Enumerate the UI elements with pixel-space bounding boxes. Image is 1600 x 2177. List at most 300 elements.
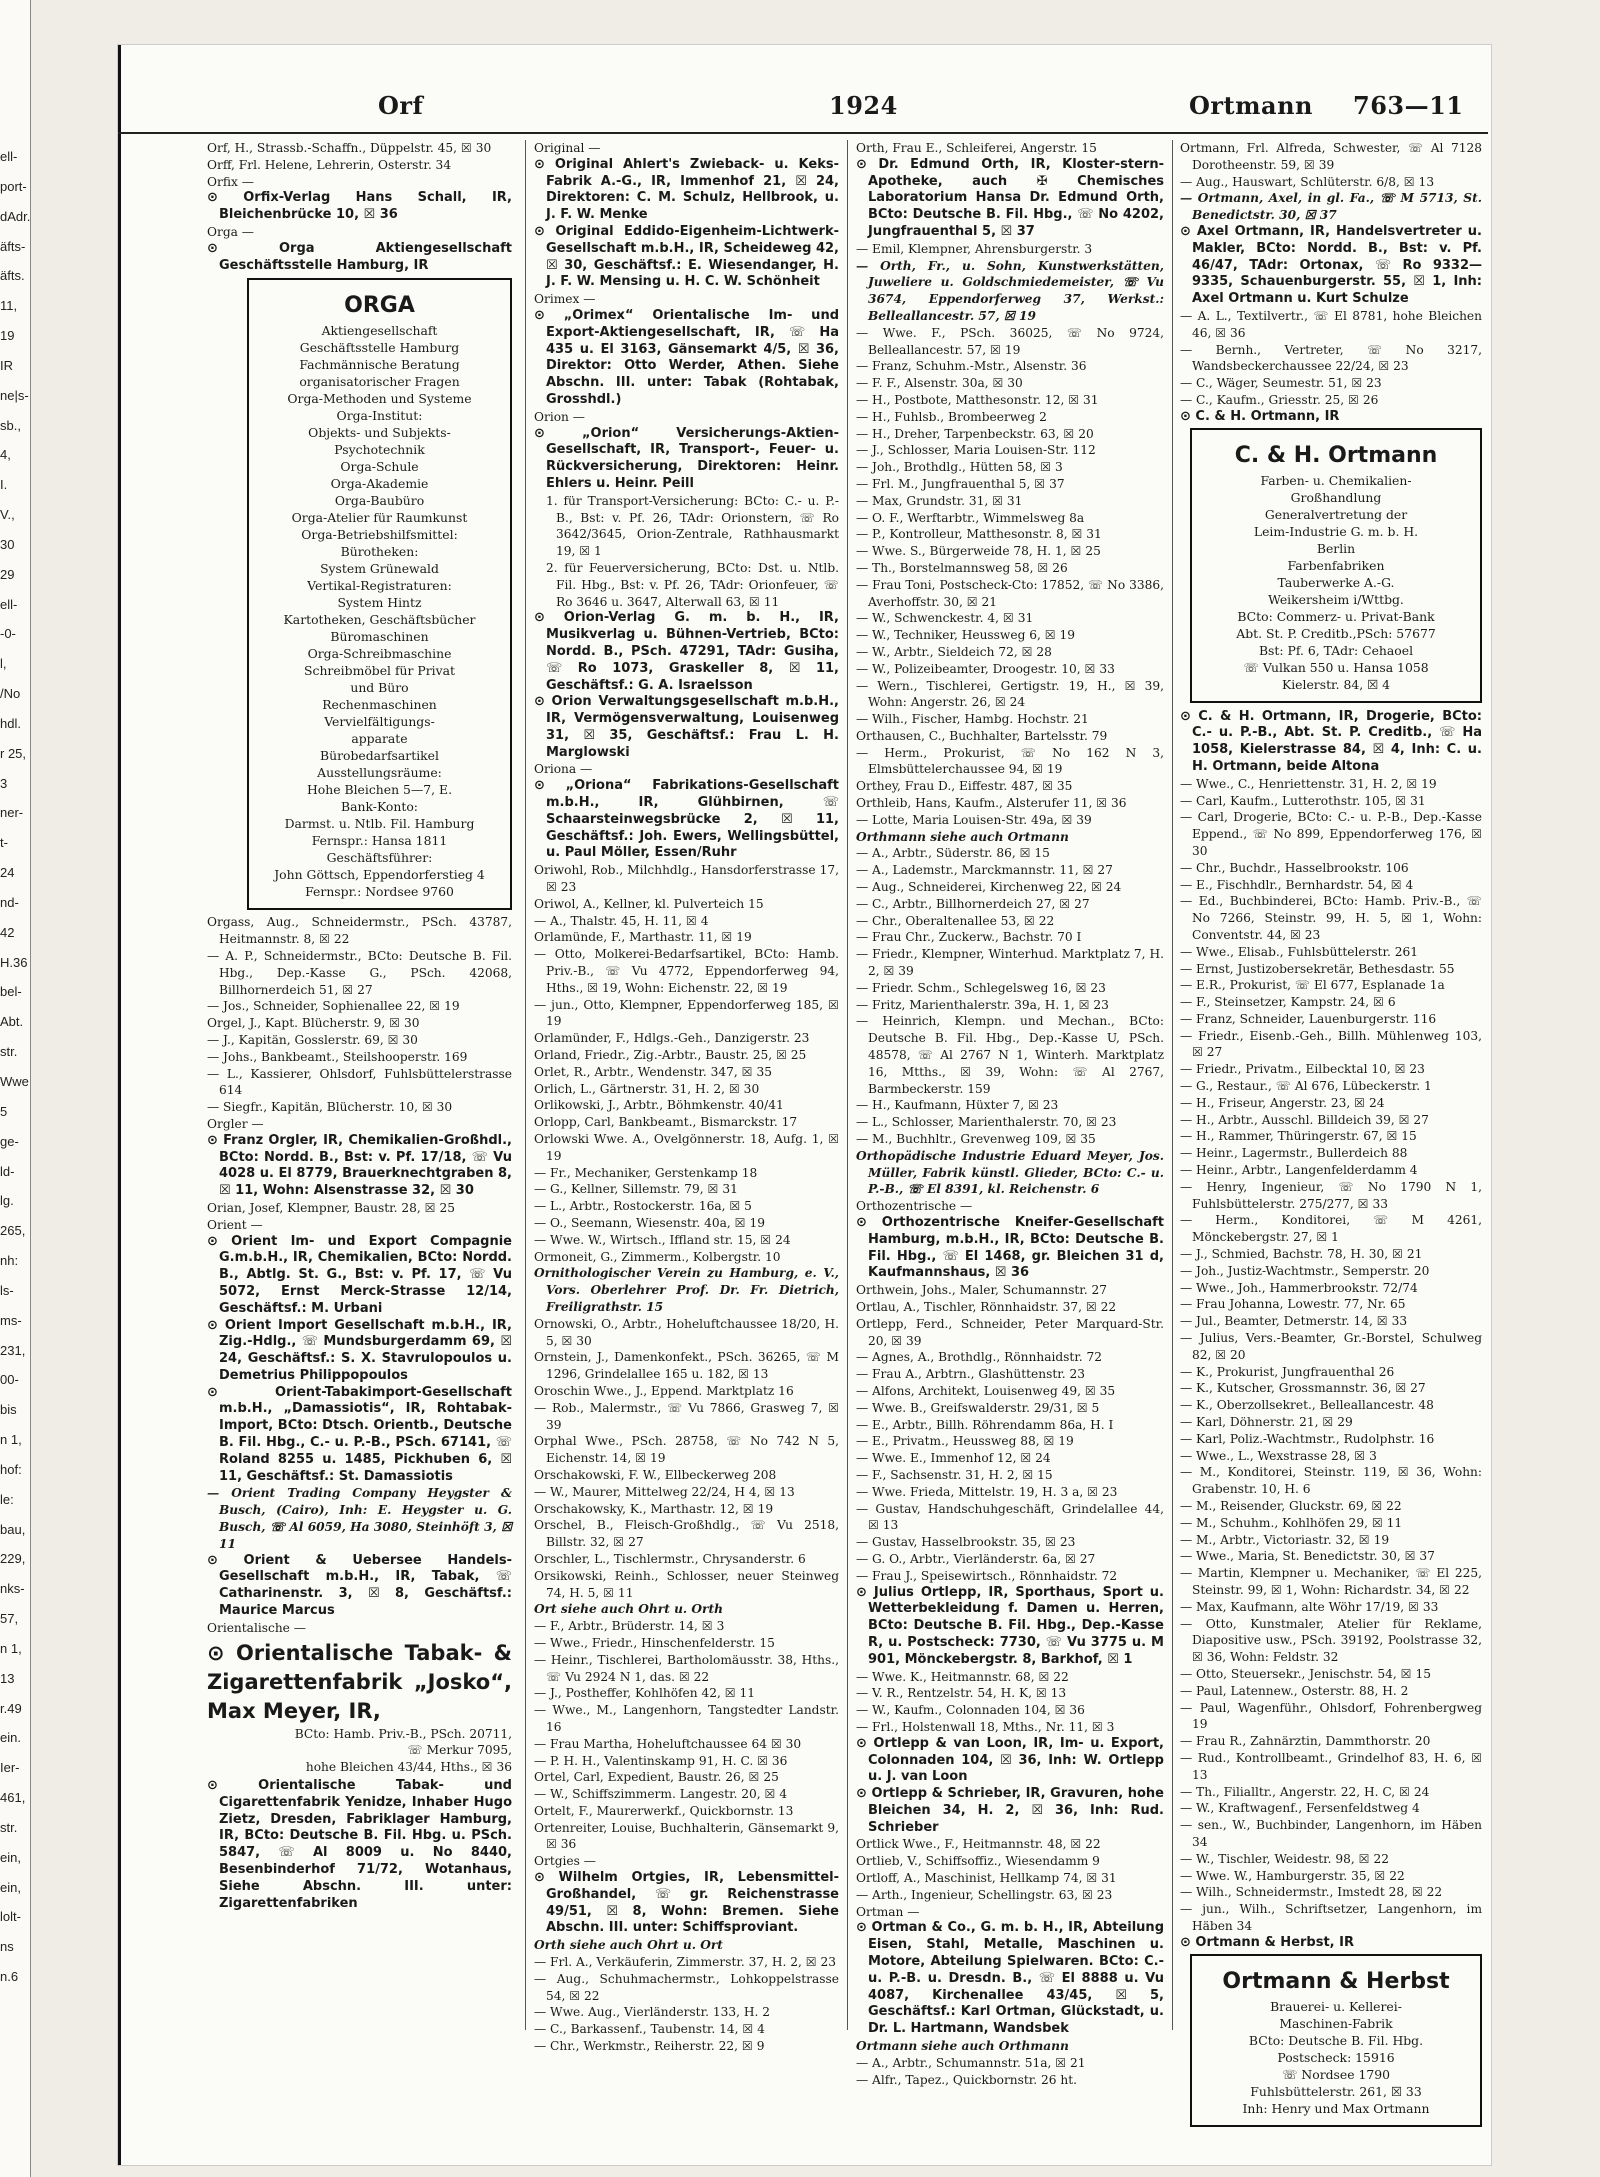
directory-entry: Ortlau, A., Tischler, Rönnhaidstr. 37, ☒ 22: [856, 1299, 1117, 1314]
directory-entry: Orion —: [534, 409, 585, 424]
directory-entry: ⊙ Axel Ortmann, IR, Handelsvertreter u. Makler, BCto: Nordd. B., Bst: v. Pf. 46/47, TAdr: Ortonax, ☏ Ro 9332—9335, Schauenburgerstr. 55, ☒ 1, Inh: Axel Ortmann u. Kurt Schulze: [1180, 223, 1482, 307]
adjacent-text-fragment: ner-: [0, 805, 24, 821]
directory-entry: Orthwein, Johs., Maler, Schumannstr. 27: [856, 1283, 1108, 1298]
ad-line: apparate: [351, 731, 408, 747]
ad-line: Fernspr.: Nordsee 9760: [305, 884, 454, 900]
directory-entry: Oriwol, A., Kellner, kl. Pulverteich 15: [534, 896, 764, 911]
directory-entry: — Chr., Buchdr., Hasselbrookstr. 106: [1180, 860, 1409, 875]
directory-entry: Oriona —: [534, 762, 593, 777]
directory-entry: — W., Schwenckestr. 4, ☒ 31: [856, 611, 1034, 626]
adjacent-text-fragment: port-: [0, 178, 27, 194]
ad-line: Fernspr.: Hansa 1811: [311, 833, 448, 849]
adjacent-text-fragment: 29: [0, 566, 15, 582]
header-right-keyword: Ortmann: [1189, 91, 1313, 120]
directory-entry: — Agnes, A., Brothdlg., Rönnhaidstr. 72: [856, 1350, 1103, 1365]
directory-entry: — Herm., Prokurist, ☏ No 162 N 3, Elmsbüttelerchaussee 94, ☒ 19: [856, 745, 1164, 777]
directory-entry: — Emil, Klempner, Ahrensburgerstr. 3: [856, 241, 1093, 256]
directory-entry: Ortmann, Frl. Alfreda, Schwester, ☏ Al 7128 Dorotheenstr. 59, ☒ 39: [1180, 141, 1482, 172]
adjacent-text-fragment: 19: [0, 328, 15, 344]
ad-line: Bst: Pf. 6, TAdr: Cehaoel: [1258, 642, 1414, 658]
ad-line: Aktiengesellschaft: [321, 323, 438, 339]
directory-entry: ⊙ Franz Orgler, IR, Chemikalien-Großhdl., BCto: Nordd. B., Bst: v. Pf. 17/18, ☏ Vu 4028 u. El 8779, Brauerknechtgraben 8, ☒ 11, Wohn: Alsenstrasse 32, ☒ 30: [207, 1132, 512, 1199]
directory-entry: — Wwe. W., Wirtsch., Iffland str. 15, ☒ 24: [534, 1232, 791, 1247]
ad-line: Generalvertretung der: [1264, 506, 1408, 522]
adjacent-text-fragment: nd-: [0, 894, 19, 910]
directory-entry: — Friedr., Eisenb.-Geh., Billh. Mühlenweg 103, ☒ 27: [1180, 1028, 1482, 1060]
directory-entry: Orfix —: [207, 174, 254, 189]
adjacent-text-fragment: 57,: [0, 1611, 19, 1627]
adjacent-text-fragment: -0-: [0, 626, 16, 642]
directory-entry: — F., Steinsetzer, Kampstr. 24, ☒ 6: [1180, 995, 1396, 1010]
directory-entry: — Max, Kaufmann, alte Wöhr 17/19, ☒ 33: [1180, 1599, 1439, 1614]
ad-line: Psychotechnik: [334, 442, 425, 458]
adjacent-text-fragment: str.: [0, 1044, 18, 1060]
ad-line: Objekts- und Subjekts-: [308, 425, 451, 441]
directory-entry: — Frau Toni, Postscheck-Cto: 17852, ☏ No 3386, Averhoffstr. 30, ☒ 21: [856, 577, 1164, 609]
adjacent-text-fragment: ns: [0, 1939, 14, 1955]
directory-entry: — Th., Borstelmannsweg 58, ☒ 26: [856, 560, 1068, 575]
directory-entry: — Henry, Ingenieur, ☏ No 1790 N 1, Fuhlsbüttelerstr. 275/277, ☒ 33: [1180, 1179, 1482, 1211]
ad-line: Orga-Schreibmaschine: [307, 646, 452, 662]
directory-entry: Orientalische —: [207, 1620, 306, 1635]
ad-line: Farbenfabriken: [1287, 557, 1385, 573]
directory-entry: — Frau R., Zahnärztin, Dammthorstr. 20: [1180, 1734, 1431, 1749]
header-year: 1924: [829, 91, 898, 120]
ad-line: organisatorischer Fragen: [299, 374, 460, 390]
directory-entry: — G., Restaur., ☏ Al 676, Lübeckerstr. 1: [1180, 1079, 1432, 1094]
directory-entry: — C., Barkassenf., Taubenstr. 14, ☒ 4: [534, 2022, 765, 2037]
directory-entry: — Orient Trading Company Heygster & Busch, (Cairo), Inh: E. Heygster u. G. Busch, ☏ Al 6059, Ha 3080, Steinhöft 3, ☒ 11: [207, 1486, 512, 1551]
directory-entry: — Frl., Holstenwall 18, Mths., Nr. 11, ☒ 3: [856, 1719, 1115, 1734]
directory-entry: — Wwe., Friedr., Hinschenfelderstr. 15: [534, 1635, 775, 1650]
ad-line: Orga-Baubüro: [334, 493, 425, 509]
directory-entry: — V. R., Rentzelstr. 54, H. K, ☒ 13: [856, 1686, 1067, 1701]
directory-entry: Ortenreiter, Louise, Buchhalterin, Gänsemarkt 9, ☒ 36: [534, 1820, 839, 1852]
directory-entry: Ortgies —: [534, 1854, 596, 1869]
directory-entry: — A., Lademstr., Marckmannstr. 11, ☒ 27: [856, 863, 1113, 878]
directory-entry: — sen., W., Buchbinder, Langenhorn, im Häben 34: [1180, 1818, 1482, 1849]
ad-line: Orga-Akademie: [330, 476, 429, 492]
column-3: [856, 140, 1164, 2088]
ad-line: BCto: Deutsche B. Fil. Hbg.: [1248, 2032, 1424, 2048]
directory-entry: — jun., Wilh., Schriftsetzer, Langenhorn, im Häben 34: [1180, 1902, 1482, 1933]
adjacent-text-fragment: dAdr.: [0, 208, 31, 224]
ch-ortmann-advertisement: [1190, 428, 1482, 703]
adjacent-text-fragment: V.,: [0, 507, 15, 523]
directory-entry: ⊙ Ortlepp & van Loon, IR, Im- u. Export, Colonnaden 104, ☒ 36, Inh: W. Ortlepp u. J. van Loon: [856, 1735, 1164, 1785]
entries-col3: [856, 140, 1164, 2088]
ad-line: Großhandlung: [1290, 489, 1382, 505]
ad-line: hohe Bleichen 43/44, Hths., ☒ 36: [305, 1760, 512, 1775]
directory-entry: — Arth., Ingenieur, Schellingstr. 63, ☒ 23: [856, 1887, 1113, 1902]
ad-line: Fachmännische Beratung: [299, 357, 460, 373]
adjacent-text-fragment: bau,: [0, 1521, 26, 1537]
directory-entry: — F., Arbtr., Brüderstr. 14, ☒ 3: [534, 1619, 725, 1634]
adjacent-text-fragment: 5: [0, 1103, 8, 1119]
directory-entry: Orgler —: [207, 1116, 264, 1131]
directory-entry: Ortman —: [856, 1904, 920, 1919]
directory-entry: — Wwe. F., PSch. 36025, ☏ No 9724, Belleallancestr. 57, ☒ 19: [856, 325, 1164, 357]
directory-entry: Orf, H., Strassb.-Schaffn., Düppelstr. 45, ☒ 30: [207, 141, 492, 155]
directory-entry: Ortloff, A., Maschinist, Hellkamp 74, ☒ 31: [856, 1871, 1117, 1886]
adjacent-text-fragment: äfts-: [0, 238, 26, 254]
column-divider: [847, 140, 848, 2030]
ad-line: Farben- u. Chemikalien-: [1260, 472, 1412, 488]
adjacent-page-text: [0, 0, 31, 2177]
directory-entry: ⊙ Orient Import Gesellschaft m.b.H., IR, Zig.-Hdlg., ☏ Mundsburgerdamm 69, ☒ 24, Geschäftsf.: S. X. Stavrulopoulos u. Demetrius Philippopoulos: [207, 1317, 512, 1383]
directory-entry: ⊙ „Orion“ Versicherungs-Aktien-Gesellschaft, IR, Transport-, Feuer- u. Rückversicherung, Direktoren: Heinr. Ehlers u. Heinr. Peill: [534, 425, 839, 491]
directory-entry: Orthmann siehe auch Ortmann: [856, 829, 1069, 844]
directory-entry: — Bernh., Vertreter, ☏ No 3217, Wandsbeckerchaussee 22/24, ☒ 23: [1180, 342, 1482, 374]
directory-entry: — Rud., Kontrollbeamt., Grindelhof 83, H. 6, ☒ 13: [1180, 1750, 1482, 1782]
directory-entry: Ornithologischer Verein zu Hamburg, e. V., Vors. Oberlehrer Prof. Dr. Fr. Dietrich, Freiligrathstr. 15: [534, 1266, 839, 1314]
directory-entry: Orschakowsky, K., Marthastr. 12, ☒ 19: [534, 1501, 774, 1516]
directory-entry: — G. O., Arbtr., Vierländerstr. 6a, ☒ 27: [856, 1551, 1096, 1566]
entries-col4-middle: [1180, 709, 1482, 1952]
directory-entry: — Wwe., C., Henriettenstr. 31, H. 2, ☒ 19: [1180, 776, 1437, 791]
directory-entry: — M., Arbtr., Victoriastr. 32, ☒ 19: [1180, 1532, 1390, 1547]
directory-entry: — Alfr., Tapez., Quickbornstr. 26 ht.: [856, 2072, 1078, 2087]
directory-entry: — Fritz, Marienthalerstr. 39a, H. 1, ☒ 23: [856, 997, 1109, 1012]
directory-entry: — H., Kaufmann, Hüxter 7, ☒ 23: [856, 1098, 1059, 1113]
directory-entry: Orsikowski, Reinh., Schlosser, neuer Steinweg 74, H. 5, ☒ 11: [534, 1568, 839, 1600]
directory-entry: — F., Sachsenstr. 31, H. 2, ☒ 15: [856, 1467, 1053, 1482]
directory-entry: ⊙ Orion Verwaltungsgesellschaft m.b.H., IR, Vermögensverwaltung, Louisenweg 31, ☒ 35, Geschäftsf.: Frau L. H. Marglowski: [534, 694, 839, 760]
ad-line: Orga-Atelier für Raumkunst: [291, 510, 468, 526]
directory-entry: ⊙ Wilhelm Ortgies, IR, Lebensmittel-Großhandel, ☏ gr. Reichenstrasse 49/51, ☒ 8, Wohn: Bremen. Siehe Abschn. III. unter: Schiffsproviant.: [534, 1870, 839, 1936]
directory-entry: Orlamünde, F., Marthastr. 11, ☒ 19: [534, 930, 752, 945]
adjacent-text-fragment: Abt.: [0, 1014, 24, 1030]
directory-entry: Ortmann siehe auch Orthmann: [856, 2039, 1069, 2054]
directory-entry: — Ernst, Justizobersekretär, Bethesdastr. 55: [1180, 961, 1455, 976]
directory-entry: — Chr., Werkmstr., Reiherstr. 22, ☒ 9: [534, 2039, 765, 2054]
directory-entry: ⊙ Orient-Tabakimport-Gesellschaft m.b.H., „Damassiotis“, IR, Rohtabak-Import, BCto: Dtsch. Orientb., Deutsche B. Fil. Hbg., C.- u. P.-B., PSch. 67141, ☏ Roland 8255 u. 1485, Pickhuben 6, ☒ 11, Geschäftsf.: St. Damassiotis: [207, 1384, 512, 1484]
entries-col1-bottom: [207, 1778, 512, 1912]
directory-entry: — Friedr., Klempner, Winterhud. Marktplatz 7, H. 2, ☒ 39: [856, 947, 1164, 979]
directory-entry: Orlowski Wwe. A., Ovelgönnerstr. 18, Aufg. 1, ☒ 19: [534, 1132, 839, 1163]
directory-entry: Ortlieb, V., Schiffsoffiz., Wiesendamm 9: [856, 1854, 1100, 1869]
ad-line: Bank-Konto:: [341, 799, 418, 815]
directory-entry: ⊙ „Orimex“ Orientalische Im- und Export-Aktiengesellschaft, IR, ☏ Ha 435 u. El 3163, Gänsemarkt 4/5, ☒ 36, Direktor: Otto Werder, Athen. Siehe Abschn. III. unter: Tabak (Rohtabak, Grosshdl.): [534, 307, 839, 407]
orga-ad-lines: [255, 322, 504, 900]
ortmann-herbst-logo: Ortmann & Herbst: [1222, 1968, 1450, 1994]
directory-entry: — H., Postbote, Matthesonstr. 12, ☒ 31: [856, 392, 1099, 407]
ch-ortmann-logo: C. & H. Ortmann: [1234, 442, 1438, 468]
adjacent-text-fragment: 231,: [0, 1342, 26, 1358]
adjacent-text-fragment: 4,: [0, 447, 11, 463]
directory-entry: — Gustav, Handschuhgeschäft, Grindelallee 44, ☒ 13: [856, 1501, 1164, 1533]
directory-entry: — Aug., Hauswart, Schlüterstr. 6/8, ☒ 13: [1180, 174, 1435, 189]
adjacent-text-fragment: n 1,: [0, 1640, 22, 1656]
ad-line: ☏ Nordsee 1790: [1281, 2066, 1391, 2082]
directory-entry: ⊙ Original Ahlert's Zwieback- u. Keks-Fabrik A.-G., IR, Immenhof 21, ☒ 24, Direktoren: C. M. Schulz, Hellbrook, u. J. F. W. Menke: [534, 156, 839, 223]
directory-entry: — M., Schuhm., Kohlhöfen 29, ☒ 11: [1180, 1515, 1403, 1530]
adjacent-text-fragment: 11,: [0, 298, 18, 314]
ad-line: Vervielfältigungs-: [324, 714, 435, 730]
directory-entry: Original —: [534, 141, 601, 155]
directory-entry: Orgel, J., Kapt. Blücherstr. 9, ☒ 30: [207, 1016, 420, 1031]
directory-entry: — J., Schlosser, Maria Louisen-Str. 112: [856, 443, 1096, 458]
header-rule: [118, 132, 1488, 134]
adjacent-text-fragment: lg.: [0, 1193, 14, 1209]
directory-entry: Orthey, Frau D., Eiffestr. 487, ☒ 35: [856, 779, 1073, 794]
josko-advertisement: [207, 1639, 512, 1776]
ad-line: Orga-Institut:: [336, 408, 423, 424]
adjacent-text-fragment: bis: [0, 1402, 17, 1418]
adjacent-text-fragment: 13: [0, 1670, 15, 1686]
directory-entry: Ornstein, J., Damenkonfekt., PSch. 36265, ☏ M 1296, Grindelallee 165 u. 182, ☒ 13: [534, 1350, 839, 1382]
adjacent-text-fragment: ld-: [0, 1163, 15, 1179]
directory-entry: Ortelt, F., Maurerwerkf., Quickbornstr. 13: [534, 1803, 794, 1818]
directory-entry: 1. für Transport-Versicherung: BCto: C.- u. P.-B., Bst: v. Pf. 26, TAdr: Orionstern, ☏ Ro 3642/3645, Orion-Zentrale, Rathhausmarkt 19, ☒ 1: [546, 493, 839, 559]
ad-line: und Büro: [350, 680, 409, 696]
adjacent-text-fragment: bel-: [0, 984, 22, 1000]
directory-entry: — A., Arbtr., Schumannstr. 51a, ☒ 21: [856, 2055, 1086, 2070]
directory-entry: — Wwe. S., Bürgerweide 78, H. 1, ☒ 25: [856, 544, 1101, 559]
adjacent-text-fragment: 461,: [0, 1790, 26, 1806]
directory-entry: — Frau J., Speisewirtsch., Rönnhaidstr. 72: [856, 1568, 1118, 1583]
directory-entry: — Aug., Schuhmachermstr., Lohkoppelstrasse 54, ☒ 22: [534, 1971, 839, 2003]
directory-entry: — H., Arbtr., Ausschl. Billdeich 39, ☒ 27: [1180, 1112, 1429, 1127]
directory-entry: — Friedr., Privatm., Eilbecktal 10, ☒ 23: [1180, 1062, 1425, 1077]
directory-entry: Orthozentrische —: [856, 1199, 973, 1214]
adjacent-text-fragment: hof:: [0, 1461, 22, 1477]
adjacent-text-fragment: n 1,: [0, 1432, 22, 1448]
adjacent-text-fragment: hdl.: [0, 715, 21, 731]
directory-entry: — O., Seemann, Wiesenstr. 40a, ☒ 19: [534, 1216, 765, 1230]
ad-line: Geschäftsstelle Hamburg: [299, 340, 460, 356]
adjacent-text-fragment: r.49: [0, 1700, 22, 1716]
directory-entry: Oriwohl, Rob., Milchhdlg., Hansdorferstrasse 17, ☒ 23: [534, 863, 839, 895]
adjacent-text-fragment: Ier-: [0, 1760, 20, 1776]
directory-entry: — P., Kontrolleur, Matthesonstr. 8, ☒ 31: [856, 527, 1102, 542]
ad-line: System Hintz: [337, 595, 422, 611]
directory-entry: Orga —: [207, 224, 254, 239]
directory-entry: — M., Reisender, Gluckstr. 69, ☒ 22: [1180, 1499, 1402, 1513]
directory-entry: — J., Postheffer, Kohlhöfen 42, ☒ 11: [534, 1686, 756, 1701]
directory-entry: — Frau Johanna, Lowestr. 77, Nr. 65: [1180, 1297, 1406, 1312]
ad-line: Schreibmöbel für Privat: [304, 663, 455, 679]
directory-entry: — jun., Otto, Klempner, Eppendorferweg 185, ☒ 19: [534, 997, 839, 1029]
directory-entry: — W., Techniker, Heussweg 6, ☒ 19: [856, 628, 1076, 643]
directory-entry: Orschakowski, F. W., Ellbeckerweg 208: [534, 1467, 777, 1482]
directory-entry: Orian, Josef, Klempner, Baustr. 28, ☒ 25: [207, 1200, 455, 1215]
adjacent-text-fragment: ge-: [0, 1133, 19, 1149]
josko-ad-lines: [207, 1726, 512, 1776]
directory-entry: — L., Arbtr., Rostockerstr. 16a, ☒ 5: [534, 1199, 752, 1214]
directory-entry: — Paul, Latennew., Osterstr. 88, H. 2: [1180, 1683, 1409, 1698]
directory-entry: — Wwe., L., Wexstrasse 28, ☒ 3: [1180, 1448, 1377, 1463]
directory-entry: ⊙ Ortlepp & Schrieber, IR, Gravuren, hohe Bleichen 34, H. 2, ☒ 36, Inh: Rud. Schrieber: [856, 1786, 1164, 1835]
directory-entry: — W., Tischler, Weidestr. 98, ☒ 22: [1180, 1851, 1389, 1866]
directory-entry: Ormoneit, G., Zimmerm., Kolbergstr. 10: [534, 1249, 781, 1264]
directory-entry: — M., Buchhltr., Grevenweg 109, ☒ 35: [856, 1132, 1096, 1147]
directory-entry: Orschler, L., Tischlermstr., Chrysanderstr. 6: [534, 1551, 806, 1566]
directory-entry: — Friedr. Schm., Schlegelsweg 16, ☒ 23: [856, 980, 1106, 995]
directory-entry: — Carl, Drogerie, BCto: C.- u. P.-B., Dep.-Kasse Eppend., ☏ No 899, Eppendorferweg 176, ☒ 30: [1180, 810, 1482, 858]
directory-entry: — G., Kellner, Sillemstr. 79, ☒ 31: [534, 1182, 738, 1197]
ad-line: BCto: Commerz- u. Privat-Bank: [1237, 608, 1435, 624]
directory-entry: — F. F., Alsenstr. 30a, ☒ 30: [856, 376, 1023, 391]
directory-entry: — E., Arbtr., Billh. Röhrendamm 86a, H. I: [856, 1417, 1114, 1432]
directory-entry: — K., Oberzollsekret., Belleallancestr. 48: [1180, 1398, 1434, 1413]
directory-entry: — Aug., Schneiderei, Kirchenweg 22, ☒ 24: [856, 880, 1122, 895]
directory-entry: ⊙ C. & H. Ortmann, IR: [1180, 408, 1340, 424]
directory-entry: Ortlick Wwe., F., Heitmannstr. 48, ☒ 22: [856, 1837, 1101, 1852]
ortmann-herbst-advertisement: [1190, 1954, 1482, 2127]
adjacent-text-fragment: le:: [0, 1491, 14, 1507]
directory-entry: — Wwe., Maria, St. Benedictstr. 30, ☒ 37: [1180, 1549, 1435, 1564]
directory-entry: Orgass, Aug., Schneidermstr., PSch. 43787, Heitmannstr. 8, ☒ 22: [207, 915, 512, 947]
directory-entry: — Heinr., Arbtr., Langenfelderdamm 4: [1180, 1163, 1418, 1178]
orga-advertisement: [247, 278, 512, 910]
directory-entry: Orland, Friedr., Zig.-Arbtr., Baustr. 25, ☒ 25: [534, 1048, 807, 1063]
directory-entry: ⊙ Orfix-Verlag Hans Schall, IR, Bleichenbrücke 10, ☒ 36: [207, 190, 512, 223]
adjacent-text-fragment: ell-: [0, 596, 18, 612]
adjacent-text-fragment: ne|s-: [0, 387, 29, 403]
directory-entry: — Frl. A., Verkäuferin, Zimmerstr. 37, H. 2, ☒ 23: [534, 1955, 837, 1970]
directory-entry: ⊙ Orientalische Tabak- und Cigarettenfabrik Yenidze, Inhaber Hugo Zietz, Dresden, Fabriklager Hamburg, IR, BCto: Deutsche B. Fil. Hbg. u. PSch. 5847, ☏ Al 8009 u. No 8440, Besenbinderhof 71/72, Wotanhaus, Siehe Abschn. III. unter: Zigarettenfabriken: [207, 1778, 512, 1911]
column-1: [207, 140, 512, 1912]
josko-title: ⊙ Orientalische Tabak- & Zigarettenfabrik „Josko“, Max Meyer, IR,: [207, 1640, 512, 1723]
directory-entry: ⊙ Orthozentrische Kneifer-Gesellschaft Hamburg, m.b.H., IR, BCto: Deutsche B. Fil. Hbg., ☏ El 1468, gr. Bleichen 31 d, Kaufmannshaus, ☒ 36: [856, 1215, 1164, 1281]
directory-entry: — W., Schiffszimmerm. Langestr. 20, ☒ 4: [534, 1787, 788, 1802]
ad-line: Bürotheken:: [340, 544, 419, 560]
column-2: [534, 140, 839, 2055]
ad-line: Ausstellungsräume:: [317, 765, 442, 781]
column-divider: [525, 140, 526, 2030]
directory-entry: Orthleib, Hans, Kaufm., Alsterufer 11, ☒ 36: [856, 796, 1127, 811]
orga-logo: ORGA: [344, 293, 415, 319]
directory-entry: — E.R., Prokurist, ☏ El 677, Esplanade 1a: [1180, 978, 1445, 993]
directory-entry: — Joh., Justiz-Wachtmstr., Semperstr. 20: [1180, 1263, 1430, 1278]
directory-entry: — Jos., Schneider, Sophienallee 22, ☒ 19: [207, 999, 460, 1014]
directory-entry: Ortel, Carl, Expedient, Baustr. 26, ☒ 25: [534, 1770, 779, 1785]
directory-entry: — J., Schmied, Bachstr. 78, H. 30, ☒ 21: [1180, 1247, 1423, 1262]
directory-entry: — Max, Grundstr. 31, ☒ 31: [856, 493, 1023, 508]
adjacent-text-fragment: ell-: [0, 149, 18, 164]
directory-entry: — Wwe., M., Langenhorn, Tangstedter Landstr. 16: [534, 1703, 839, 1734]
directory-entry: ⊙ C. & H. Ortmann, IR, Drogerie, BCto: C.- u. P.-B., Abt. St. P. Creditb., ☏ Ha 1058, Kielerstrasse 84, ☒ 4, Inh: C. u. H. Ortmann, beide Altona: [1180, 708, 1482, 774]
adjacent-text-fragment: str.: [0, 1819, 18, 1835]
directory-entry: — Wern., Tischlerei, Gertigstr. 19, H., ☒ 39, Wohn: Angerstr. 26, ☒ 24: [856, 678, 1164, 710]
adjacent-text-fragment: nh:: [0, 1253, 19, 1269]
directory-entry: — Wilh., Schneidermstr., Imstedt 28, ☒ 22: [1180, 1885, 1443, 1900]
adjacent-text-fragment: /No: [0, 686, 21, 702]
directory-entry: ⊙ Ortman & Co., G. m. b. H., IR, Abteilung Eisen, Stahl, Metalle, Maschinen u. Motore, Abteilung Spielwaren. BCto: C.- u. P.-B. u. Dresdn. B., ☏ El 8888 u. Vu 4087, Kirchenallee 43/45, ☒ 5, Geschäftsf.: Karl Ortman, Glückstadt, u. Dr. L. Hartmann, Wandsbek: [856, 1920, 1164, 2037]
ad-line: Tauberwerke A.-G.: [1277, 574, 1395, 590]
directory-entry: — M., Konditorei, Steinstr. 119, ☒ 36, Wohn: Grabenstr. 10, H. 6: [1180, 1465, 1482, 1497]
adjacent-text-fragment: ein.: [0, 1730, 21, 1746]
ad-line: ☏ Merkur 7095,: [407, 1743, 512, 1758]
directory-entry: Ortlepp, Ferd., Schneider, Peter Marquard-Str. 20, ☒ 39: [856, 1316, 1164, 1348]
ad-line: John Göttsch, Eppendorferstieg 4: [274, 867, 485, 883]
directory-entry: — E., Privatm., Heussweg 88, ☒ 19: [856, 1434, 1074, 1449]
column-4: [1180, 140, 1482, 2127]
directory-entry: — Wwe., Elisab., Fuhlsbüttelerstr. 261: [1180, 944, 1419, 959]
directory-entry: ⊙ Orient & Uebersee Handels-Gesellschaft m.b.H., IR, Tabak, ☏ Catharinenstr. 3, ☒ 8, Geschäftsf.: Maurice Marcus: [207, 1552, 512, 1619]
directory-entry: — H., Dreher, Tarpenbeckstr. 63, ☒ 20: [856, 426, 1094, 441]
directory-entry: — Frau A., Arbtrn., Glashüttenstr. 23: [856, 1367, 1085, 1382]
adjacent-text-fragment: sb.,: [0, 417, 21, 433]
ad-line: Postscheck: 15916: [1277, 2049, 1395, 2065]
directory-entry: — Fr., Mechaniker, Gerstenkamp 18: [534, 1165, 758, 1180]
adjacent-text-fragment: äfts.: [0, 268, 25, 284]
directory-entry: — Herm., Konditorei, ☏ M 4261, Mönckebergstr. 27, ☒ 1: [1180, 1213, 1482, 1245]
directory-entry: — C., Kaufm., Griesstr. 25, ☒ 26: [1180, 392, 1379, 407]
directory-entry: — Heinr., Tischlerei, Bartholomäusstr. 38, Hths., ☏ Vu 2924 N 1, das. ☒ 22: [534, 1652, 839, 1684]
adjacent-text-fragment: IR: [0, 357, 13, 373]
directory-entry: Orlikowski, J., Arbtr., Böhmkenstr. 40/41: [534, 1098, 784, 1113]
adjacent-text-fragment: lolt-: [0, 1909, 21, 1925]
directory-entry: — L., Kassierer, Ohlsdorf, Fuhlsbüttelerstrasse 614: [207, 1066, 512, 1098]
adjacent-text-fragment: r 25,: [0, 745, 27, 761]
adjacent-text-fragment: I.: [0, 477, 8, 493]
ad-line: Hohe Bleichen 5—7, E.: [306, 782, 453, 798]
ad-line: Berlin: [1316, 540, 1356, 556]
adjacent-text-fragment: 30: [0, 536, 15, 552]
adjacent-text-fragment: ms-: [0, 1312, 22, 1328]
directory-entry: — A. P., Schneidermstr., BCto: Deutsche B. Fil. Hbg., Dep.-Kasse G., PSch. 42068, Billhornerdeich 51, ☒ 27: [207, 948, 512, 997]
directory-entry: — Ortmann, Axel, in gl. Fa., ☏ M 5713, St. Benedictstr. 30, ☒ 37: [1180, 191, 1482, 223]
directory-entry: — L., Schlosser, Marienthalerstr. 70, ☒ 23: [856, 1115, 1117, 1130]
directory-entry: — Wwe., Joh., Hammerbrookstr. 72/74: [1180, 1280, 1418, 1295]
ad-line: Geschäftsführer:: [326, 850, 433, 866]
directory-entry: — Alfons, Architekt, Louisenweg 49, ☒ 35: [856, 1383, 1116, 1398]
adjacent-text-fragment: ls-: [0, 1282, 14, 1298]
directory-entry: 2. für Feuerversicherung, BCto: Dst. u. Ntlb. Fil. Hbg., Bst: v. Pf. 26, TAdr: Orionfeuer, ☏ Ro 3646 u. 3647, Alterwall 63, ☒ 11: [546, 560, 839, 609]
adjacent-text-fragment: 24: [0, 865, 15, 881]
ad-line: Orga-Methoden und Systeme: [287, 391, 472, 407]
ad-line: ☏ Vulkan 550 u. Hansa 1058: [1243, 659, 1429, 675]
directory-entry: — Julius, Vers.-Beamter, Gr.-Borstel, Schulweg 82, ☒ 20: [1180, 1331, 1482, 1362]
directory-entry: — Wwe. B., Greifswalderstr. 29/31, ☒ 5: [856, 1400, 1100, 1415]
directory-entry: Oroschin Wwe., J., Eppend. Marktplatz 16: [534, 1383, 794, 1398]
directory-entry: — J., Kapitän, Gosslerstr. 69, ☒ 30: [207, 1032, 418, 1047]
directory-entry: — O. F., Werftarbtr., Wimmelsweg 8a: [856, 510, 1085, 525]
ad-line: BCto: Hamb. Priv.-B., PSch. 20711,: [294, 1726, 512, 1741]
directory-entry: — A., Arbtr., Süderstr. 86, ☒ 15: [856, 846, 1050, 861]
ad-line: Kartotheken, Geschäftsbücher: [283, 612, 476, 628]
directory-entry: ⊙ „Oriona“ Fabrikations-Gesellschaft m.b.H., IR, Glühbirnen, ☏ Schaarsteinwegsbrücke 2, ☒ 11, Geschäftsf.: Joh. Ewers, Wellingsbüttel, u. Paul Möller, Essen/Ruhr: [534, 778, 839, 861]
entries-col1-middle: [207, 914, 512, 1636]
directory-entry: — Wilh., Fischer, Hambg. Hochstr. 21: [856, 712, 1089, 727]
ad-line: System Grünewald: [320, 561, 439, 577]
directory-entry: — Chr., Oberaltenallee 53, ☒ 22: [856, 913, 1055, 928]
directory-entry: Orff, Frl. Helene, Lehrerin, Osterstr. 34: [207, 157, 452, 172]
adjacent-text-fragment: 3: [0, 775, 8, 791]
directory-entry: Ort siehe auch Ohrt u. Orth: [534, 1602, 723, 1617]
directory-entry: ⊙ Original Eddido-Eigenheim-Lichtwerk-Gesellschaft m.b.H., IR, Scheideweg 42, ☒ 30, Geschäftsf.: E. Wiesendanger, H. J. F. W. Mensing u. H. C. W. Schönheit: [534, 223, 839, 290]
directory-entry: Orlopp, Carl, Bankbeamt., Bismarckstr. 17: [534, 1115, 798, 1130]
directory-entry: Orthausen, C., Buchhalter, Bartelsstr. 79: [856, 728, 1108, 743]
ortmann-herbst-ad-lines: [1198, 1998, 1474, 2117]
ad-line: Vertikal-Registraturen:: [307, 578, 452, 594]
directory-entry: — Martin, Klempner u. Mechaniker, ☏ El 225, Steinstr. 99, ☒ 1, Wohn: Richardstr. 34, ☒ 22: [1180, 1566, 1482, 1597]
directory-entry: — W., Arbtr., Sieldeich 72, ☒ 28: [856, 644, 1052, 659]
entries-col4-top: [1180, 140, 1482, 426]
ad-line: Leim-Industrie G. m. b. H.: [1253, 523, 1419, 539]
directory-entry: — C., Wäger, Seumestr. 51, ☒ 23: [1180, 376, 1382, 391]
directory-entry: — Otto, Steuersekr., Jenischstr. 54, ☒ 15: [1180, 1666, 1431, 1681]
directory-entry: — Carl, Kaufm., Lutterothstr. 105, ☒ 31: [1180, 793, 1426, 808]
directory-entry: — Otto, Kunstmaler, Atelier für Reklame, Diapositive usw., PSch. 39192, Poolstrasse 32, ☒ 36, Wohn: Feldstr. 32: [1180, 1616, 1482, 1665]
entries-col1-top: [207, 140, 512, 274]
directory-entry: — E., Fischhdlr., Bernhardstr. 54, ☒ 4: [1180, 877, 1414, 892]
ad-line: Kielerstr. 84, ☒ 4: [1281, 676, 1391, 692]
directory-entry: — Wwe. E., Immenhof 12, ☒ 24: [856, 1451, 1051, 1466]
adjacent-text-fragment: ein,: [0, 1849, 21, 1865]
